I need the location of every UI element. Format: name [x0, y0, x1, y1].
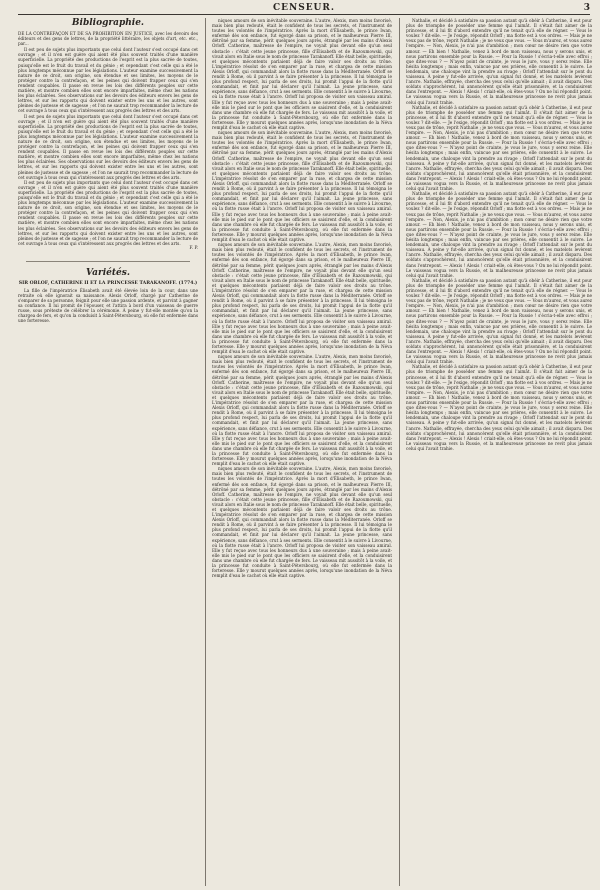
- column-1: [18, 18, 198, 886]
- column-2-text-5: niques amours de son inévitable souveraine. L'autre, Alexis, mon moins favorisé, mais bien plus redouté, était le confident de tous les secrets, et l'instrument de toutes les volontés de l'impératrice. Après la mort d'Élisabeth, le prince Iwan, enfermé dès son enfance, fut égorgé dans sa prison, et le malheureux Pierre III, détrôné par sa femme, périt quelques jours après, étranglé par les mains d'Alexis Orloff. Catherine, maîtresse de l'empire, ne voyait plus devant elle qu'un seul obstacle : c'était cette jeune princesse, fille d'Élisabeth et de Razoumowski, qui vivait alors en Italie sous le nom de princesse Tarakanoff. Elle était belle, spirituelle, et quelques mécontents parlaient déjà de faire valoir ses droits au trône. L'impératrice résolut de s'en emparer par la ruse, et chargea de cette mission Alexis Orloff, qui commandait alors la flotte russe dans la Méditerranée. Orloff se rendit à Rome, où il parvint à se faire présenter à la princesse. Il lui témoigna le plus profond respect, lui parla de ses droits, lui promit l'appui de la flotte qu'il commandait, et finit par lui déclarer qu'il l'aimait. La jeune princesse, sans expérience, sans défiance, crut à ses serments. Elle consentit à le suivre à Livourne, où la flotte russe était à l'ancre. Orloff lui proposa de visiter son vaisseau amiral. Elle y fut reçue avec tous les honneurs dus à une souveraine ; mais à peine avait-elle mis le pied sur le pont que les officiers se saisirent d'elle, et la conduisirent dans une chambre où elle fut chargée de fers. Le vaisseau mit aussitôt à la voile, et la princesse fut conduite à Saint-Pétersbourg, où elle fut enfermée dans la forteresse. Elle y mourut quelques années après, lorsqu'une inondation de la Néva remplit d'eau le cachot où elle était captive.: [212, 466, 392, 579]
- review-body: Il est peu de sujets plus importants que celui dont l'auteur s'est occupé dans cet ouvrage ; et il n'en est guère qui aient été plus souvent traités d'une manière superficielle. La propriété des productions de l'esprit est la plus sacrée de toutes, puisqu'elle est le fruit du travail et du génie ; et cependant c'est celle qui a été le plus longtemps méconnue par les législations. L'auteur examine successivement la nature de ce droit, son origine, son étendue et ses limites, les moyens de le protéger contre la contrefaçon, et les peines qui doivent frapper ceux qui s'en rendent coupables. Il passe en revue les lois des différents peuples sur cette matière, et montre combien elles sont encore imparfaites, même chez les nations les plus éclairées. Ses observations sur les devoirs des éditeurs envers les gens de lettres, et sur les rapports qui doivent exister entre les uns et les autres, sont pleines de justesse et de sagesse ; et l'on ne saurait trop recommander la lecture de cet ouvrage à tous ceux qui s'intéressent aux progrès des lettres et des arts.: [18, 47, 198, 114]
- column-3-text-3: Nathalie, et décidé à satisfaire sa passion autant qu'à obéir à Catherine, il eut pour plus de triomphe de posséder une femme qui l'aimât. Il s'était fait aimer de la princesse, et il lui fit d'abord entendre qu'il ne tenait qu'à elle de régner. — Vous le voulez ? dit-elle. — Je l'exige, répondit Orloff ; ma flotte est à vos ordres. — Mais je ne veux pas de trône, reprit Nathalie ; je ne veux que vous. — Vous m'aurez, et vous aurez l'empire. — Non, Alexis, je n'ai pas d'ambition ; mon cœur ne désire rien que votre amour. — Eh bien ! Nathalie, venez à bord de mon vaisseau, nous y serons unis, et nous partirons ensemble pour la Russie. — Pour la Russie ! s'écria-t-elle avec effroi ; que dites-vous ? — N'ayez point de crainte, je vous le jure, vous y serez reine. Elle hésita longtemps ; mais enfin, vaincue par ses prières, elle consentit à le suivre. Le lendemain, une chaloupe vint la prendre au rivage ; Orloff l'attendait sur le pont du vaisseau. À peine y fut-elle arrivée, qu'un signal fut donné, et les matelots levèrent l'ancre. Nathalie, effrayée, chercha des yeux celui qu'elle aimait ; il avait disparu. Des soldats s'approchèrent, lui annoncèrent qu'elle était prisonnière, et la conduisirent dans l'entrepont. — Alexis ! Alexis ! criait-elle, où êtes-vous ? On ne lui répondit point. Le vaisseau vogua vers la Russie, et la malheureuse princesse ne revit plus jamais celui qui l'avait trahie.: [406, 191, 592, 278]
- column-3-text-2: Nathalie, et décidé à satisfaire sa passion autant qu'à obéir à Catherine, il eut pour plus de triomphe de posséder une femme qui l'aimât. Il s'était fait aimer de la princesse, et il lui fit d'abord entendre qu'il ne tenait qu'à elle de régner. — Vous le voulez ? dit-elle. — Je l'exige, répondit Orloff ; ma flotte est à vos ordres. — Mais je ne veux pas de trône, reprit Nathalie ; je ne veux que vous. — Vous m'aurez, et vous aurez l'empire. — Non, Alexis, je n'ai pas d'ambition ; mon cœur ne désire rien que votre amour. — Eh bien ! Nathalie, venez à bord de mon vaisseau, nous y serons unis, et nous partirons ensemble pour la Russie. — Pour la Russie ! s'écria-t-elle avec effroi ; que dites-vous ? — N'ayez point de crainte, je vous le jure, vous y serez reine. Elle hésita longtemps ; mais enfin, vaincue par ses prières, elle consentit à le suivre. Le lendemain, une chaloupe vint la prendre au rivage ; Orloff l'attendait sur le pont du vaisseau. À peine y fut-elle arrivée, qu'un signal fut donné, et les matelots levèrent l'ancre. Nathalie, effrayée, chercha des yeux celui qu'elle aimait ; il avait disparu. Des soldats s'approchèrent, lui annoncèrent qu'elle était prisonnière, et la conduisirent dans l'entrepont. — Alexis ! Alexis ! criait-elle, où êtes-vous ? On ne lui répondit point. Le vaisseau vogua vers la Russie, et la malheureuse princesse ne revit plus jamais celui qui l'avait trahie.: [406, 104, 592, 192]
- masthead-title: CENSEUR.: [272, 3, 336, 13]
- page-header: [18, 2, 590, 15]
- column-2-text: niques amours de son inévitable souveraine. L'autre, Alexis, mon moins favorisé, mais bien plus redouté, était le confident de tous les secrets, et l'instrument de toutes les volontés de l'impératrice. Après la mort d'Élisabeth, le prince Iwan, enfermé dès son enfance, fut égorgé dans sa prison, et le malheureux Pierre III, détrôné par sa femme, périt quelques jours après, étranglé par les mains d'Alexis Orloff. Catherine, maîtresse de l'empire, ne voyait plus devant elle qu'un seul obstacle : c'était cette jeune princesse, fille d'Élisabeth et de Razoumowski, qui vivait alors en Italie sous le nom de princesse Tarakanoff. Elle était belle, spirituelle, et quelques mécontents parlaient déjà de faire valoir ses droits au trône. L'impératrice résolut de s'en emparer par la ruse, et chargea de cette mission Alexis Orloff, qui commandait alors la flotte russe dans la Méditerranée. Orloff se rendit à Rome, où il parvint à se faire présenter à la princesse. Il lui témoigna le plus profond respect, lui parla de ses droits, lui promit l'appui de la flotte qu'il commandait, et finit par lui déclarer qu'il l'aimait. La jeune princesse, sans expérience, sans défiance, crut à ses serments. Elle consentit à le suivre à Livourne, où la flotte russe était à l'ancre. Orloff lui proposa de visiter son vaisseau amiral. Elle y fut reçue avec tous les honneurs dus à une souveraine ; mais à peine avait-elle mis le pied sur le pont que les officiers se saisirent d'elle, et la conduisirent dans une chambre où elle fut chargée de fers. Le vaisseau mit aussitôt à la voile, et la princesse fut conduite à Saint-Pétersbourg, où elle fut enfermée dans la forteresse. Elle y mourut quelques années après, lorsqu'une inondation de la Néva remplit d'eau le cachot où elle était captive.: [212, 18, 392, 130]
- story-body: La fille de l'impératrice Élisabeth avait été élevée loin de la cour, dans une retraite où elle ignorait sa naissance. Alexis Orloff, chargé par Catherine de s'emparer de sa personne, feignit pour elle une passion ardente, et parvint à gagner sa confiance. Il lui promit de l'épouser, et l'attira à bord d'un vaisseau de guerre russe, sous prétexte de célébrer la cérémonie. À peine y fut-elle montée qu'on la chargea de fers, et qu'on la conduisit à Saint-Pétersbourg, où elle fut enfermée dans une forteresse.: [18, 287, 198, 324]
- section-heading-varietes: Variétés.: [86, 268, 130, 279]
- column-divider: [399, 18, 400, 886]
- column-divider: [205, 18, 206, 886]
- review-body-2: Il est peu de sujets plus importants que celui dont l'auteur s'est occupé dans cet ouvrage ; et il n'en est guère qui aient été plus souvent traités d'une manière superficielle. La propriété des productions de l'esprit est la plus sacrée de toutes, puisqu'elle est le fruit du travail et du génie ; et cependant c'est celle qui a été le plus longtemps méconnue par les législations. L'auteur examine successivement la nature de ce droit, son origine, son étendue et ses limites, les moyens de le protéger contre la contrefaçon, et les peines qui doivent frapper ceux qui s'en rendent coupables. Il passe en revue les lois des différents peuples sur cette matière, et montre combien elles sont encore imparfaites, même chez les nations les plus éclairées. Ses observations sur les devoirs des éditeurs envers les gens de lettres, et sur les rapports qui doivent exister entre les uns et les autres, sont pleines de justesse et de sagesse ; et l'on ne saurait trop recommander la lecture de cet ouvrage à tous ceux qui s'intéressent aux progrès des lettres et des arts.: [18, 113, 198, 180]
- column-2: [212, 18, 392, 886]
- column-2-text-3: niques amours de son inévitable souveraine. L'autre, Alexis, mon moins favorisé, mais bien plus redouté, était le confident de tous les secrets, et l'instrument de toutes les volontés de l'impératrice. Après la mort d'Élisabeth, le prince Iwan, enfermé dès son enfance, fut égorgé dans sa prison, et le malheureux Pierre III, détrôné par sa femme, périt quelques jours après, étranglé par les mains d'Alexis Orloff. Catherine, maîtresse de l'empire, ne voyait plus devant elle qu'un seul obstacle : c'était cette jeune princesse, fille d'Élisabeth et de Razoumowski, qui vivait alors en Italie sous le nom de princesse Tarakanoff. Elle était belle, spirituelle, et quelques mécontents parlaient déjà de faire valoir ses droits au trône. L'impératrice résolut de s'en emparer par la ruse, et chargea de cette mission Alexis Orloff, qui commandait alors la flotte russe dans la Méditerranée. Orloff se rendit à Rome, où il parvint à se faire présenter à la princesse. Il lui témoigna le plus profond respect, lui parla de ses droits, lui promit l'appui de la flotte qu'il commandait, et finit par lui déclarer qu'il l'aimait. La jeune princesse, sans expérience, sans défiance, crut à ses serments. Elle consentit à le suivre à Livourne, où la flotte russe était à l'ancre. Orloff lui proposa de visiter son vaisseau amiral. Elle y fut reçue avec tous les honneurs dus à une souveraine ; mais à peine avait-elle mis le pied sur le pont que les officiers se saisirent d'elle, et la conduisirent dans une chambre où elle fut chargée de fers. Le vaisseau mit aussitôt à la voile, et la princesse fut conduite à Saint-Pétersbourg, où elle fut enfermée dans la forteresse. Elle y mourut quelques années après, lorsqu'une inondation de la Néva remplit d'eau le cachot où elle était captive.: [212, 242, 392, 355]
- column-3-text-4: Nathalie, et décidé à satisfaire sa passion autant qu'à obéir à Catherine, il eut pour plus de triomphe de posséder une femme qui l'aimât. Il s'était fait aimer de la princesse, et il lui fit d'abord entendre qu'il ne tenait qu'à elle de régner. — Vous le voulez ? dit-elle. — Je l'exige, répondit Orloff ; ma flotte est à vos ordres. — Mais je ne veux pas de trône, reprit Nathalie ; je ne veux que vous. — Vous m'aurez, et vous aurez l'empire. — Non, Alexis, je n'ai pas d'ambition ; mon cœur ne désire rien que votre amour. — Eh bien ! Nathalie, venez à bord de mon vaisseau, nous y serons unis, et nous partirons ensemble pour la Russie. — Pour la Russie ! s'écria-t-elle avec effroi ; que dites-vous ? — N'ayez point de crainte, je vous le jure, vous y serez reine. Elle hésita longtemps ; mais enfin, vaincue par ses prières, elle consentit à le suivre. Le lendemain, une chaloupe vint la prendre au rivage ; Orloff l'attendait sur le pont du vaisseau. À peine y fut-elle arrivée, qu'un signal fut donné, et les matelots levèrent l'ancre. Nathalie, effrayée, chercha des yeux celui qu'elle aimait ; il avait disparu. Des soldats s'approchèrent, lui annoncèrent qu'elle était prisonnière, et la conduisirent dans l'entrepont. — Alexis ! Alexis ! criait-elle, où êtes-vous ? On ne lui répondit point. Le vaisseau vogua vers la Russie, et la malheureuse princesse ne revit plus jamais celui qui l'avait trahie.: [406, 277, 592, 365]
- column-2-text-4: niques amours de son inévitable souveraine. L'autre, Alexis, mon moins favorisé, mais bien plus redouté, était le confident de tous les secrets, et l'instrument de toutes les volontés de l'impératrice. Après la mort d'Élisabeth, le prince Iwan, enfermé dès son enfance, fut égorgé dans sa prison, et le malheureux Pierre III, détrôné par sa femme, périt quelques jours après, étranglé par les mains d'Alexis Orloff. Catherine, maîtresse de l'empire, ne voyait plus devant elle qu'un seul obstacle : c'était cette jeune princesse, fille d'Élisabeth et de Razoumowski, qui vivait alors en Italie sous le nom de princesse Tarakanoff. Elle était belle, spirituelle, et quelques mécontents parlaient déjà de faire valoir ses droits au trône. L'impératrice résolut de s'en emparer par la ruse, et chargea de cette mission Alexis Orloff, qui commandait alors la flotte russe dans la Méditerranée. Orloff se rendit à Rome, où il parvint à se faire présenter à la princesse. Il lui témoigna le plus profond respect, lui parla de ses droits, lui promit l'appui de la flotte qu'il commandait, et finit par lui déclarer qu'il l'aimait. La jeune princesse, sans expérience, sans défiance, crut à ses serments. Elle consentit à le suivre à Livourne, où la flotte russe était à l'ancre. Orloff lui proposa de visiter son vaisseau amiral. Elle y fut reçue avec tous les honneurs dus à une souveraine ; mais à peine avait-elle mis le pied sur le pont que les officiers se saisirent d'elle, et la conduisirent dans une chambre où elle fut chargée de fers. Le vaisseau mit aussitôt à la voile, et la princesse fut conduite à Saint-Pétersbourg, où elle fut enfermée dans la forteresse. Elle y mourut quelques années après, lorsqu'une inondation de la Néva remplit d'eau le cachot où elle était captive.: [212, 354, 392, 467]
- review-signature: F. P.: [189, 245, 198, 251]
- story-title: SIR OBLOF, CATHERINE II ET LA PRINCESSE TARAKANOFF. (1774.): [18, 281, 198, 287]
- column-3-text-5: Nathalie, et décidé à satisfaire sa passion autant qu'à obéir à Catherine, il eut pour plus de triomphe de posséder une femme qui l'aimât. Il s'était fait aimer de la princesse, et il lui fit d'abord entendre qu'il ne tenait qu'à elle de régner. — Vous le voulez ? dit-elle. — Je l'exige, répondit Orloff ; ma flotte est à vos ordres. — Mais je ne veux pas de trône, reprit Nathalie ; je ne veux que vous. — Vous m'aurez, et vous aurez l'empire. — Non, Alexis, je n'ai pas d'ambition ; mon cœur ne désire rien que votre amour. — Eh bien ! Nathalie, venez à bord de mon vaisseau, nous y serons unis, et nous partirons ensemble pour la Russie. — Pour la Russie ! s'écria-t-elle avec effroi ; que dites-vous ? — N'ayez point de crainte, je vous le jure, vous y serez reine. Elle hésita longtemps ; mais enfin, vaincue par ses prières, elle consentit à le suivre. Le lendemain, une chaloupe vint la prendre au rivage ; Orloff l'attendait sur le pont du vaisseau. À peine y fut-elle arrivée, qu'un signal fut donné, et les matelots levèrent l'ancre. Nathalie, effrayée, chercha des yeux celui qu'elle aimait ; il avait disparu. Des soldats s'approchèrent, lui annoncèrent qu'elle était prisonnière, et la conduisirent dans l'entrepont. — Alexis ! Alexis ! criait-elle, où êtes-vous ? On ne lui répondit point. Le vaisseau vogua vers la Russie, et la malheureuse princesse ne revit plus jamais celui qui l'avait trahie.: [406, 364, 592, 451]
- book-title: DE LA CONTREFAÇON ET DE SA PROHIBITION EN JUSTICE, avec les devoirs des éditeurs et des gens de lettres, de la propriété littéraire, les objets d'art, etc. etc., par...: [18, 31, 198, 47]
- review-body-3: Il est peu de sujets plus importants que celui dont l'auteur s'est occupé dans cet ouvrage ; et il n'en est guère qui aient été plus souvent traités d'une manière superficielle. La propriété des productions de l'esprit est la plus sacrée de toutes, puisqu'elle est le fruit du travail et du génie ; et cependant c'est celle qui a été le plus longtemps méconnue par les législations. L'auteur examine successivement la nature de ce droit, son origine, son étendue et ses limites, les moyens de le protéger contre la contrefaçon, et les peines qui doivent frapper ceux qui s'en rendent coupables. Il passe en revue les lois des différents peuples sur cette matière, et montre combien elles sont encore imparfaites, même chez les nations les plus éclairées. Ses observations sur les devoirs des éditeurs envers les gens de lettres, et sur les rapports qui doivent exister entre les uns et les autres, sont pleines de justesse et de sagesse ; et l'on ne saurait trop recommander la lecture de cet ouvrage à tous ceux qui s'intéressent aux progrès des lettres et des arts.: [18, 179, 198, 246]
- column-2-text-2: niques amours de son inévitable souveraine. L'autre, Alexis, mon moins favorisé, mais bien plus redouté, était le confident de tous les secrets, et l'instrument de toutes les volontés de l'impératrice. Après la mort d'Élisabeth, le prince Iwan, enfermé dès son enfance, fut égorgé dans sa prison, et le malheureux Pierre III, détrôné par sa femme, périt quelques jours après, étranglé par les mains d'Alexis Orloff. Catherine, maîtresse de l'empire, ne voyait plus devant elle qu'un seul obstacle : c'était cette jeune princesse, fille d'Élisabeth et de Razoumowski, qui vivait alors en Italie sous le nom de princesse Tarakanoff. Elle était belle, spirituelle, et quelques mécontents parlaient déjà de faire valoir ses droits au trône. L'impératrice résolut de s'en emparer par la ruse, et chargea de cette mission Alexis Orloff, qui commandait alors la flotte russe dans la Méditerranée. Orloff se rendit à Rome, où il parvint à se faire présenter à la princesse. Il lui témoigna le plus profond respect, lui parla de ses droits, lui promit l'appui de la flotte qu'il commandait, et finit par lui déclarer qu'il l'aimait. La jeune princesse, sans expérience, sans défiance, crut à ses serments. Elle consentit à le suivre à Livourne, où la flotte russe était à l'ancre. Orloff lui proposa de visiter son vaisseau amiral. Elle y fut reçue avec tous les honneurs dus à une souveraine ; mais à peine avait-elle mis le pied sur le pont que les officiers se saisirent d'elle, et la conduisirent dans une chambre où elle fut chargée de fers. Le vaisseau mit aussitôt à la voile, et la princesse fut conduite à Saint-Pétersbourg, où elle fut enfermée dans la forteresse. Elle y mourut quelques années après, lorsqu'une inondation de la Néva remplit d'eau le cachot où elle était captive.: [212, 130, 392, 243]
- page-number: 3: [583, 3, 590, 13]
- column-3-text: Nathalie, et décidé à satisfaire sa passion autant qu'à obéir à Catherine, il eut pour plus de triomphe de posséder une femme qui l'aimât. Il s'était fait aimer de la princesse, et il lui fit d'abord entendre qu'il ne tenait qu'à elle de régner. — Vous le voulez ? dit-elle. — Je l'exige, répondit Orloff ; ma flotte est à vos ordres. — Mais je ne veux pas de trône, reprit Nathalie ; je ne veux que vous. — Vous m'aurez, et vous aurez l'empire. — Non, Alexis, je n'ai pas d'ambition ; mon cœur ne désire rien que votre amour. — Eh bien ! Nathalie, venez à bord de mon vaisseau, nous y serons unis, et nous partirons ensemble pour la Russie. — Pour la Russie ! s'écria-t-elle avec effroi ; que dites-vous ? — N'ayez point de crainte, je vous le jure, vous y serez reine. Elle hésita longtemps ; mais enfin, vaincue par ses prières, elle consentit à le suivre. Le lendemain, une chaloupe vint la prendre au rivage ; Orloff l'attendait sur le pont du vaisseau. À peine y fut-elle arrivée, qu'un signal fut donné, et les matelots levèrent l'ancre. Nathalie, effrayée, chercha des yeux celui qu'elle aimait ; il avait disparu. Des soldats s'approchèrent, lui annoncèrent qu'elle était prisonnière, et la conduisirent dans l'entrepont. — Alexis ! Alexis ! criait-elle, où êtes-vous ? On ne lui répondit point. Le vaisseau vogua vers la Russie, et la malheureuse princesse ne revit plus jamais celui qui l'avait trahie.: [406, 18, 592, 105]
- column-3: [406, 18, 592, 886]
- section-heading-bibliographie: Bibliographie.: [71, 18, 145, 28]
- section-separator: [26, 253, 190, 262]
